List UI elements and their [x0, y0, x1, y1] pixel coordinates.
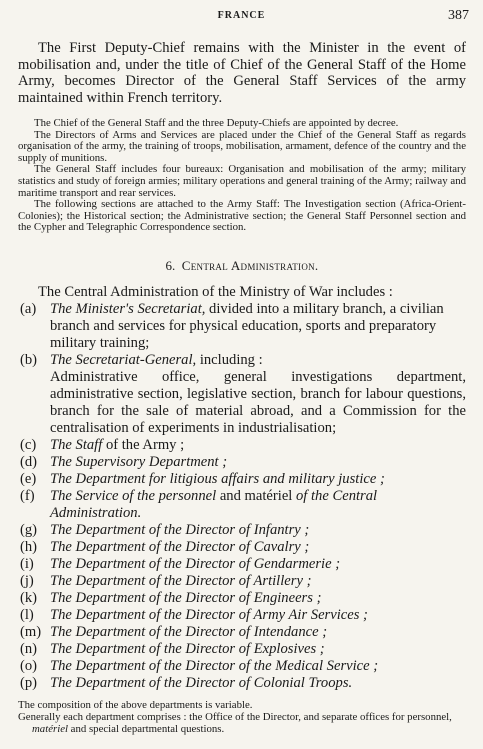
list-marker: (i) — [20, 555, 34, 572]
closing-text: Generally each department comprises : the Office of the Director, and separate offices for personnel, — [18, 710, 452, 723]
list-marker: (a) — [20, 300, 37, 317]
item-text: divided into a military branch, a civilian branch and services for physical education, sports and preparatory military training; — [50, 300, 444, 351]
closing-note — [18, 700, 466, 735]
list-marker: (e) — [20, 470, 37, 487]
list-item — [18, 539, 466, 556]
list-item — [18, 471, 466, 488]
list-item — [18, 556, 466, 573]
list-item — [18, 301, 466, 352]
list-item — [18, 573, 466, 590]
list-marker: (c) — [20, 436, 37, 453]
list-marker: (h) — [20, 538, 38, 555]
item-title: The Department of the Director of Explosives ; — [50, 640, 325, 657]
item-title: The Minister's Secretariat, — [50, 300, 206, 317]
list-item — [18, 454, 466, 471]
running-head: FRANCE — [217, 10, 266, 21]
list-item — [18, 488, 466, 522]
small-paragraph: The Directors of Arms and Services are placed under the Chief of the General Staff as regards organisation of the army, the training of troops, mobilisation, armament, defence of the country and the supply of munitions. — [18, 128, 466, 164]
item-title: The Department for litigious affairs and military justice ; — [50, 470, 385, 487]
list-item — [18, 675, 466, 692]
item-subtext: Administrative office, general investigations department, administrative section, legislative section, branch for labour questions, branch for the sale of material abroad, and a Commission for the centralisation of experiments in industrialisation; — [50, 368, 466, 436]
item-title: The Department of the Director of Engineers ; — [50, 589, 322, 606]
list-item — [18, 607, 466, 624]
item-title: The Department of the Director of Gendarmerie ; — [50, 555, 341, 572]
list-marker: (k) — [20, 589, 38, 606]
list-item — [18, 658, 466, 675]
item-title: The Department of the Director of Cavalry ; — [50, 538, 310, 555]
section-intro: The Central Administration of the Ministry of War includes : — [38, 283, 393, 300]
closing-line: The composition of the above departments is variable. — [18, 698, 253, 711]
item-title: The Department of the Director of Intendance ; — [50, 623, 328, 640]
list-marker: (o) — [20, 657, 38, 674]
item-title: The Department of the Director of Infantry ; — [50, 521, 310, 538]
item-title: The Department of the Director of Artillery ; — [50, 572, 312, 589]
closing-line — [18, 712, 466, 736]
item-text: including : — [196, 351, 263, 368]
list-item — [18, 437, 466, 454]
section-title: Central Administration. — [181, 257, 319, 273]
list-marker: (j) — [20, 572, 34, 589]
list-marker: (m) — [20, 623, 42, 640]
small-paragraph: The General Staff includes four bureaux: Organisation and mobilisation of the army; military statistics and study of foreign armies; military operations and general training of the Army; railway and maritime transport and rear services. — [18, 163, 466, 199]
closing-text: and special departmental questions. — [67, 722, 225, 735]
list-marker: (p) — [20, 674, 38, 691]
item-title: The Service of the personnel — [50, 487, 217, 504]
list-marker: (b) — [20, 351, 38, 368]
list-marker: (f) — [20, 487, 35, 504]
list-item — [18, 624, 466, 641]
page-header — [0, 8, 483, 28]
item-text: and matériel — [216, 487, 296, 504]
item-title: The Department of the Director of Army Air Services ; — [50, 606, 368, 623]
small-print-block — [18, 118, 466, 234]
item-title: The Staff — [50, 436, 103, 453]
opening-paragraph: The First Deputy-Chief remains with the Minister in the event of mobilisation and, under the title of Chief of the General Staff of the Home Army, becomes Director of the General Staff Services of the army maintained within French territory. — [18, 40, 466, 106]
section-number: 6. — [165, 257, 176, 273]
list-item — [18, 590, 466, 607]
item-title: The Secretariat-General, — [50, 351, 197, 368]
small-paragraph: The Chief of the General Staff and the three Deputy-Chiefs are appointed by decree. — [34, 117, 399, 129]
item-title-continued: of the Central Administration. — [50, 487, 378, 521]
list-marker: (d) — [20, 453, 38, 470]
item-title: The Supervisory Department ; — [50, 453, 228, 470]
section-heading — [18, 258, 466, 274]
page-number: 387 — [448, 8, 469, 23]
list-marker: (g) — [20, 521, 38, 538]
item-text: of the Army ; — [102, 436, 185, 453]
department-list — [18, 301, 466, 692]
small-paragraph: The following sections are attached to the Army Staff: The Investigation section (Africa-Orient-Colonies); the Historical section; the Administrative section; the General Staff Personnel section and the Cypher and Telegraphic Correspondence section. — [18, 198, 466, 234]
page-body — [18, 40, 466, 735]
item-title: The Department of the Director of Colonial Troops. — [50, 674, 353, 691]
list-item — [18, 522, 466, 539]
list-marker: (l) — [20, 606, 34, 623]
item-title: The Department of the Director of the Medical Service ; — [50, 657, 379, 674]
list-item — [18, 641, 466, 658]
list-item — [18, 352, 466, 437]
closing-italic: matériel — [32, 722, 68, 735]
list-marker: (n) — [20, 640, 38, 657]
